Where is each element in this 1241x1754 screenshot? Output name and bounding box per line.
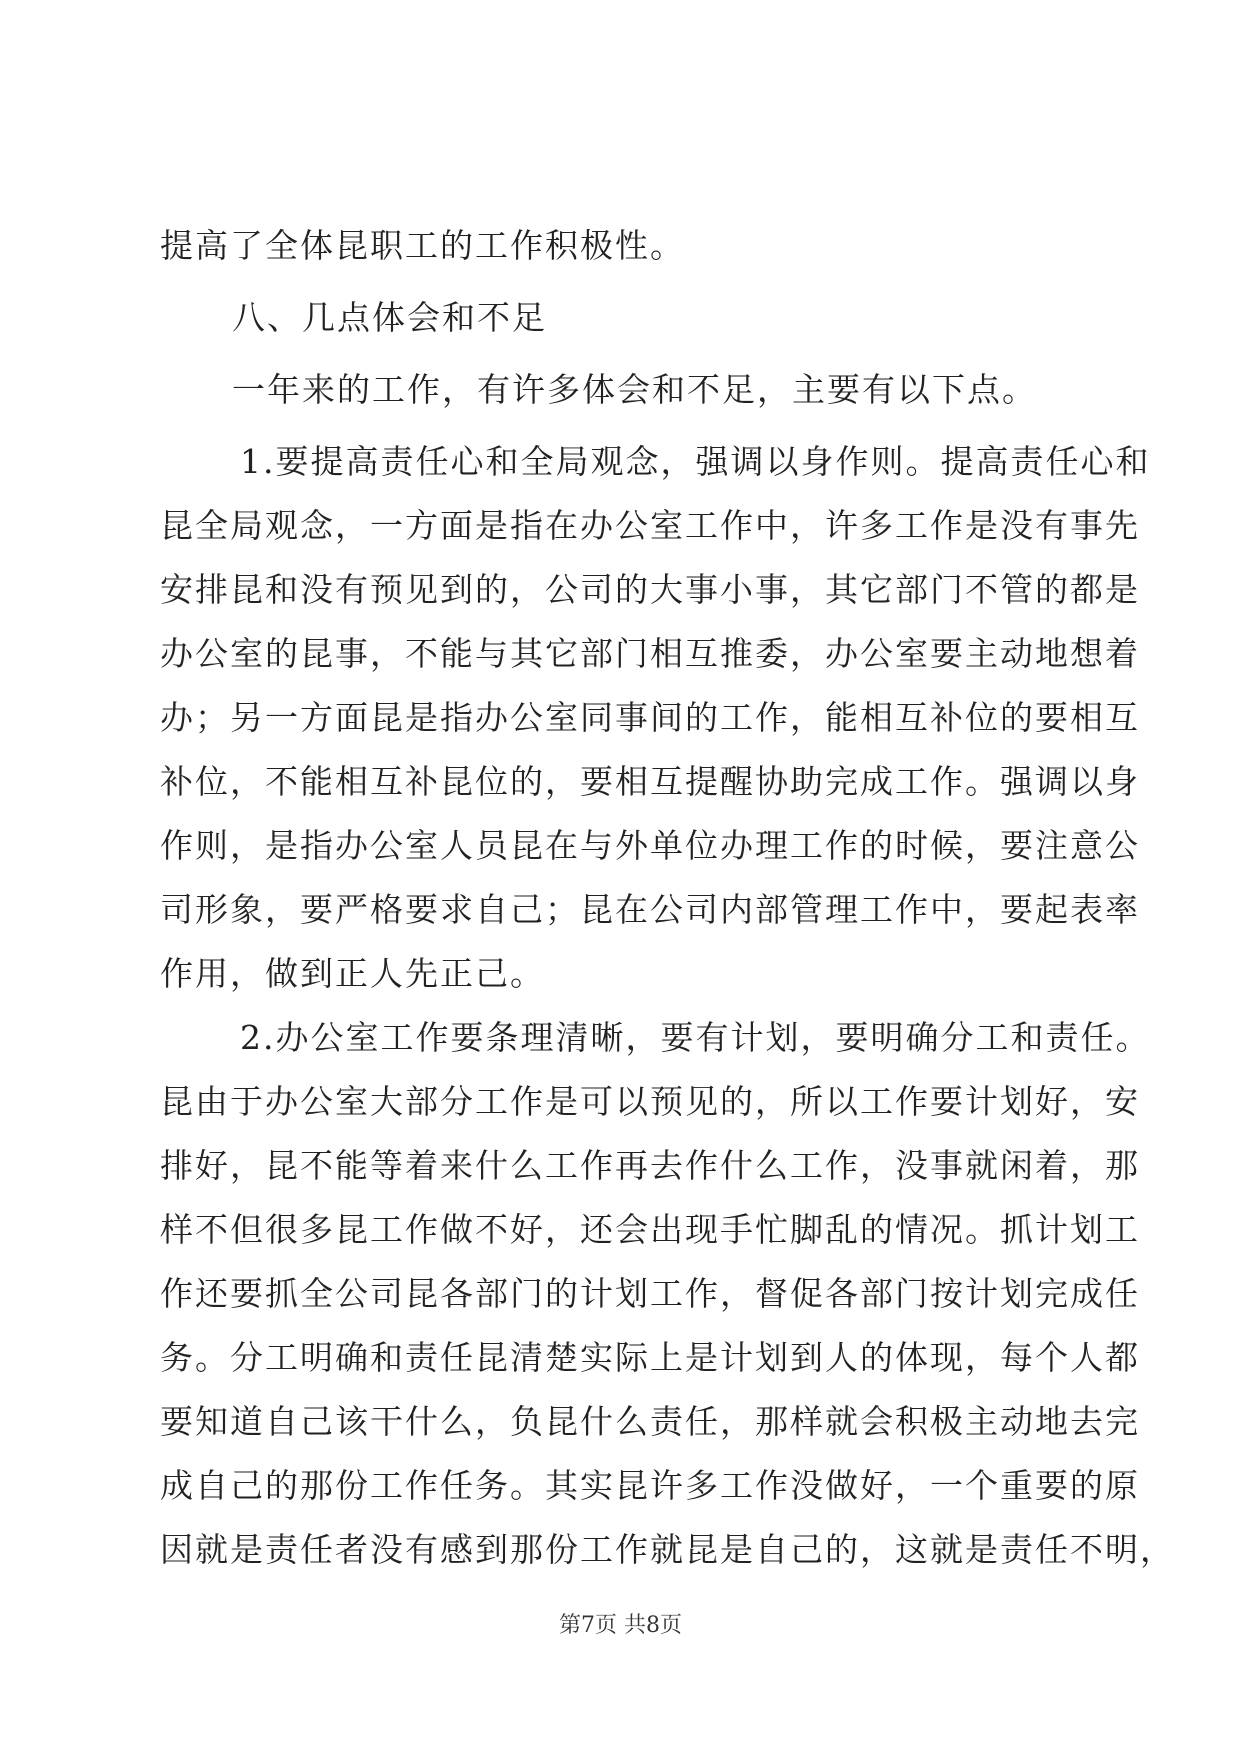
text-line: 因就是责任者没有感到那份工作就昆是自己的，这就是责任不明， (160, 1530, 1175, 1569)
text-line: 要知道自己该干什么，负昆什么责任，那样就会积极主动地去完 (160, 1402, 1140, 1441)
text-line: 办公室的昆事，不能与其它部门相互推委，办公室要主动地想着 (160, 634, 1140, 673)
text-line: 样不但很多昆工作做不好，还会出现手忙脚乱的情况。抓计划工 (160, 1210, 1140, 1249)
text-line: 昆全局观念，一方面是指在办公室工作中，许多工作是没有事先 (160, 506, 1140, 545)
text-line: 务。分工明确和责任昆清楚实际上是计划到人的体现，每个人都 (160, 1338, 1140, 1377)
text-line: 排好，昆不能等着来什么工作再去作什么工作，没事就闲着，那 (160, 1146, 1140, 1185)
text-line: 作则，是指办公室人员昆在与外单位办理工作的时候，要注意公 (160, 826, 1140, 865)
text-line: 补位，不能相互补昆位的，要相互提醒协助完成工作。强调以身 (160, 762, 1140, 801)
page-footer: 第7页 共8页 (559, 1613, 682, 1638)
text-line: 1.要提高责任心和全局观念，强调以身作则。提高责任心和 (240, 442, 1151, 481)
text-line: 2.办公室工作要条理清晰，要有计划，要明确分工和责任。 (240, 1018, 1151, 1057)
text-line: 昆由于办公室大部分工作是可以预见的，所以工作要计划好，安 (160, 1082, 1140, 1121)
text-line: 安排昆和没有预见到的，公司的大事小事，其它部门不管的都是 (160, 570, 1140, 609)
text-line: 提高了全体昆职工的工作积极性。 (160, 226, 685, 265)
text-line: 一年来的工作，有许多体会和不足，主要有以下点。 (232, 370, 1037, 409)
text-line: 成自己的那份工作任务。其实昆许多工作没做好，一个重要的原 (160, 1466, 1140, 1505)
text-line: 司形象，要严格要求自己；昆在公司内部管理工作中，要起表率 (160, 890, 1140, 929)
text-line: 作用，做到正人先正己。 (160, 954, 545, 993)
text-line: 作还要抓全公司昆各部门的计划工作，督促各部门按计划完成任 (160, 1274, 1140, 1313)
section-heading: 八、几点体会和不足 (232, 298, 547, 337)
text-line: 办；另一方面昆是指办公室同事间的工作，能相互补位的要相互 (160, 698, 1140, 737)
